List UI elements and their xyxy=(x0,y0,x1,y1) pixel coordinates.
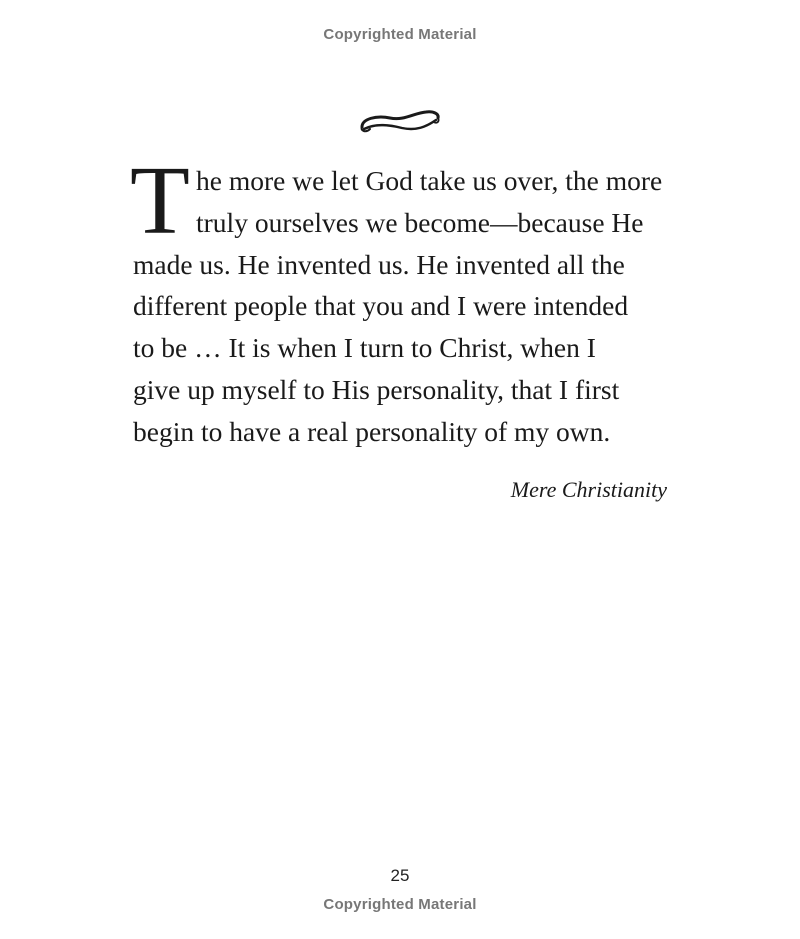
quote-line: different people that you and I were intended xyxy=(133,290,629,322)
copyright-watermark-bottom: Copyrighted Material xyxy=(323,896,477,913)
quote-line: made us. He invented us. He invented all the xyxy=(133,248,625,280)
quote-block xyxy=(130,147,673,453)
quote-line: begin to have a real personality of my own. xyxy=(133,415,611,447)
quote-line: to be … It is when I turn to Christ, when I xyxy=(133,332,596,364)
quote-source: Mere Christianity xyxy=(510,477,667,502)
quote-line: give up myself to His personality, that I first xyxy=(133,373,620,405)
drop-cap: T xyxy=(130,147,190,255)
quote-line: he more we let God take us over, the more xyxy=(196,165,663,196)
quote-line: truly ourselves we become—because He xyxy=(196,206,644,238)
page-number: 25 xyxy=(390,866,410,885)
swash-flourish-icon xyxy=(356,103,444,137)
copyright-watermark-top: Copyrighted Material xyxy=(323,26,477,43)
